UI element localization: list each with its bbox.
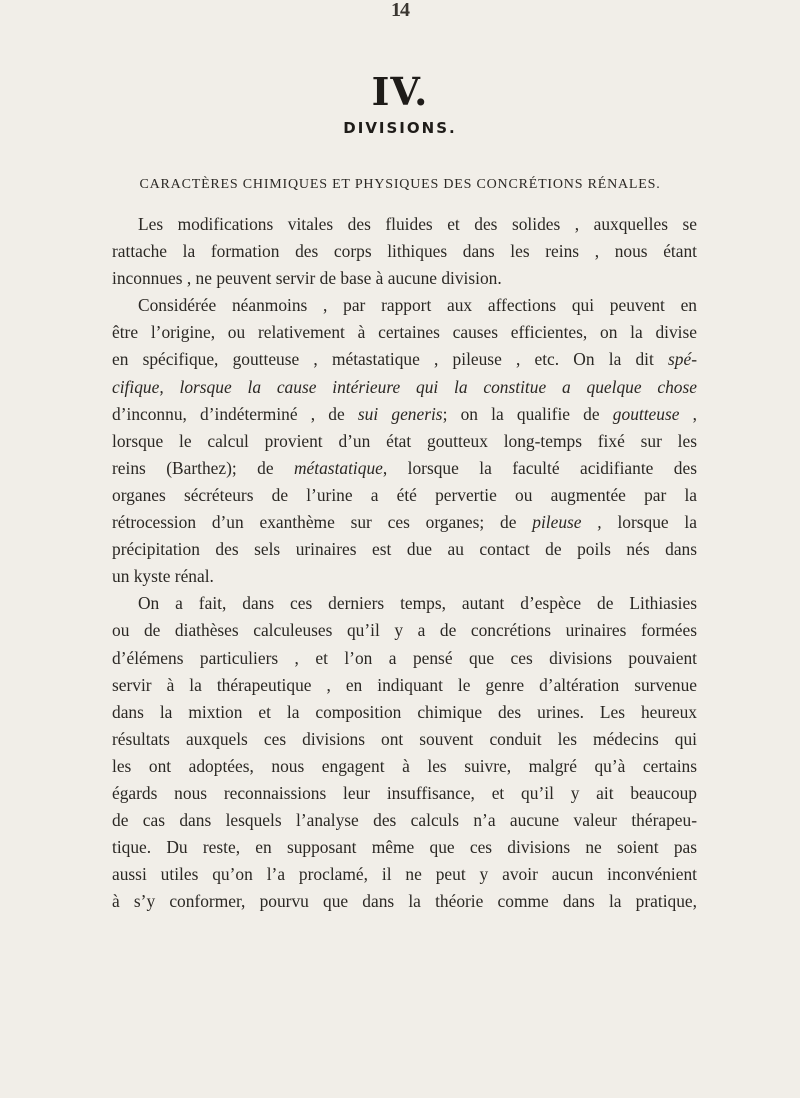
text-line: ou de diathèses calculeuses qu’il y a de concrétions urinaires formées — [112, 620, 697, 641]
text-line: résultats auxquels ces divisions ont souvent conduit les médecins qui — [112, 728, 697, 749]
italic-term: sui generis — [357, 403, 443, 424]
text-line: un kyste rénal. — [112, 566, 214, 587]
text-segment: d’inconnu, d’indéterminé , de — [112, 403, 345, 424]
text-line: servir à la thérapeutique , en indiquant le genre d’altération survenue — [112, 674, 697, 695]
text-line: d’élémens particuliers , et l’on a pensé que ces divisions pouvaient — [112, 647, 697, 668]
italic-term: pileuse , — [532, 512, 602, 533]
text-line: organes sécréteurs de l’urine a été pervertie ou augmentée par la — [112, 484, 697, 505]
text-line — [112, 509, 697, 536]
text-line: lorsque le calcul provient d’un état goutteux long-temps fixé sur les — [112, 430, 697, 451]
text-line — [112, 455, 697, 482]
italic-term: goutteuse — [612, 403, 680, 424]
text-segment: rétrocession d’un exanthème sur ces organes; de — [112, 512, 517, 533]
text-segment: en spécifique, goutteuse , métastatique , pileuse , etc. On la dit — [112, 349, 654, 370]
text-line: rattache la formation des corps lithiques dans les reins , nous étant — [112, 241, 697, 262]
text-line: dans la mixtion et la composition chimique des urines. Les heureux — [112, 701, 697, 722]
text-line: tique. Du reste, en supposant même que ces divisions ne soient pas — [112, 837, 697, 858]
text-line: égards nous reconnaissions leur insuffisance, et qu’il y ait beaucoup — [112, 782, 697, 803]
text-line: de cas dans lesquels l’analyse des calculs n’a aucune valeur thérapeu- — [112, 810, 697, 831]
italic-term: métastatique — [294, 457, 383, 478]
text-line: précipitation des sels urinaires est due au contact de poils nés dans — [112, 539, 697, 560]
italic-term: spé- — [668, 349, 697, 370]
text-line: Les modifications vitales des fluides et des solides , auxquelles se — [138, 214, 697, 234]
text-line — [112, 346, 697, 373]
text-line: Considérée néanmoins , par rapport aux affections qui peuvent en — [138, 295, 697, 316]
text-segment: lorsque la — [601, 512, 697, 533]
text-line: être l’origine, ou relativement à certaines causes efficientes, on la divise — [112, 322, 697, 343]
text-line: inconnues , ne peuvent servir de base à aucune division. — [112, 268, 502, 289]
text-segment: reins (Barthez); de — [112, 457, 274, 478]
text-line — [112, 374, 697, 401]
text-line: les ont adoptées, nous engagent à les suivre, malgré qu’à certains — [112, 755, 697, 776]
section-number: IV. — [371, 69, 429, 114]
italic-term: cifique, lorsque la cause intérieure qui la constitue a quelque chose — [112, 376, 697, 397]
text-line — [112, 401, 697, 428]
section-subtitle: CARACTÈRES CHIMIQUES ET PHYSIQUES DES CONCRÉTIONS RÉNALES. — [139, 177, 661, 192]
text-line: à s’y conformer, pourvu que dans la théorie comme dans la pratique, — [112, 891, 697, 912]
page-number: 14 — [391, 0, 409, 21]
text-line: aussi utiles qu’on l’a proclamé, il ne peut y avoir aucun inconvénient — [112, 864, 697, 885]
text-segment: , lorsque la faculté acidifiante des — [382, 457, 697, 478]
body-text — [112, 211, 697, 915]
text-segment: ; on la qualifie de — [442, 403, 600, 424]
section-title: DIVISIONS. — [343, 119, 457, 137]
text-line: On a fait, dans ces derniers temps, autant d’espèce de Lithiasies — [138, 593, 697, 614]
text-segment: , — [679, 403, 697, 424]
